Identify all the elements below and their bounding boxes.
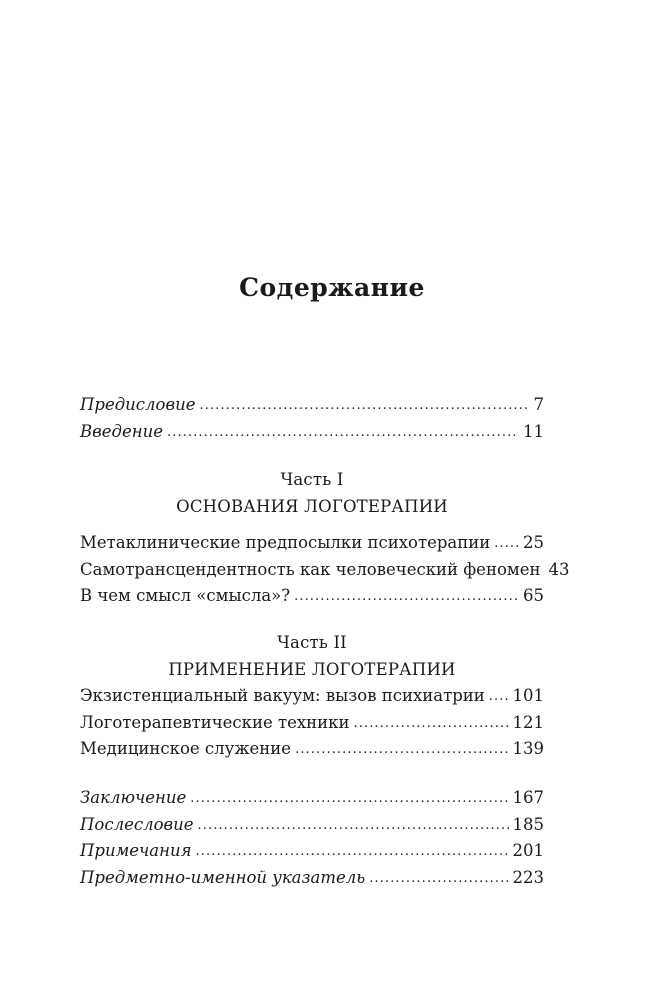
toc-entry-title: Метаклинические предпосылки психотерапии: [80, 533, 491, 552]
toc-entry: [80, 736, 544, 763]
toc-entry-page: 185: [512, 814, 544, 834]
toc-front-section: [80, 392, 544, 445]
toc-entry-title: Экзистенциальный вакуум: вызов психиатрии: [80, 686, 485, 705]
toc-entry-title: Логотерапевтические техники: [80, 712, 350, 732]
toc-entry-page: 201: [512, 841, 544, 860]
toc-entry: [80, 838, 544, 865]
toc-entry-page: 223: [512, 867, 544, 887]
toc-entry-page: 11: [523, 421, 544, 441]
toc-entry-title: Послесловие: [80, 814, 194, 834]
page-title: Содержание: [239, 272, 425, 302]
toc-part-1: [80, 467, 570, 610]
dot-leader: [354, 709, 509, 738]
toc-entry: [80, 865, 544, 892]
toc-entry-page: 121: [512, 712, 544, 732]
part-number: Часть II: [277, 633, 347, 652]
toc-entry-page: 43: [548, 559, 570, 579]
toc-entry-title: Примечания: [80, 841, 192, 860]
toc-entry-title: Предметно-именной указатель: [80, 867, 366, 887]
part-title: ПРИМЕНЕНИЕ ЛОГОТЕРАПИИ: [168, 659, 456, 679]
toc-entry: [80, 785, 544, 812]
toc-entry-page: 167: [512, 788, 544, 807]
toc-entry: [80, 530, 544, 557]
toc-back-section: [80, 785, 544, 891]
toc-entry-page: 65: [523, 586, 544, 605]
toc-entry-title: Заключение: [80, 788, 187, 807]
part-heading: [80, 630, 544, 683]
dot-leader: [199, 391, 529, 420]
toc-entry-title: Введение: [80, 421, 163, 441]
dot-leader: [190, 784, 508, 813]
dot-leader: [369, 864, 508, 893]
dot-leader: [494, 529, 519, 558]
part-title: ОСНОВАНИЯ ЛОГОТЕРАПИИ: [176, 496, 448, 516]
toc-entry: [80, 419, 544, 446]
dot-leader: [167, 418, 519, 447]
toc-part-2: [80, 630, 544, 763]
part-heading: [80, 467, 544, 520]
toc-entry-page: 101: [512, 686, 544, 705]
part-number: Часть I: [280, 470, 344, 489]
dot-leader: [198, 811, 509, 840]
toc-entry: [80, 392, 544, 419]
toc-entry-title: Самотрансцендентность как человеческий феномен: [80, 559, 541, 579]
toc-entry: [80, 583, 544, 610]
toc-entry-title: Медицинское служение: [80, 739, 292, 758]
toc-entry-page: 139: [512, 739, 544, 758]
toc-entry: [80, 710, 544, 737]
toc-entry-title: В чем смысл «смысла»?: [80, 586, 291, 605]
dot-leader: [489, 682, 509, 711]
toc-entry: [80, 557, 570, 584]
toc-entry: [80, 812, 544, 839]
toc-entry-title: Предисловие: [80, 395, 196, 414]
toc-entry: [80, 683, 544, 710]
toc-entry-page: 7: [533, 395, 544, 414]
dot-leader: [294, 582, 519, 611]
dot-leader: [295, 735, 508, 764]
dot-leader: [196, 837, 509, 866]
toc-entry-page: 25: [523, 533, 544, 552]
